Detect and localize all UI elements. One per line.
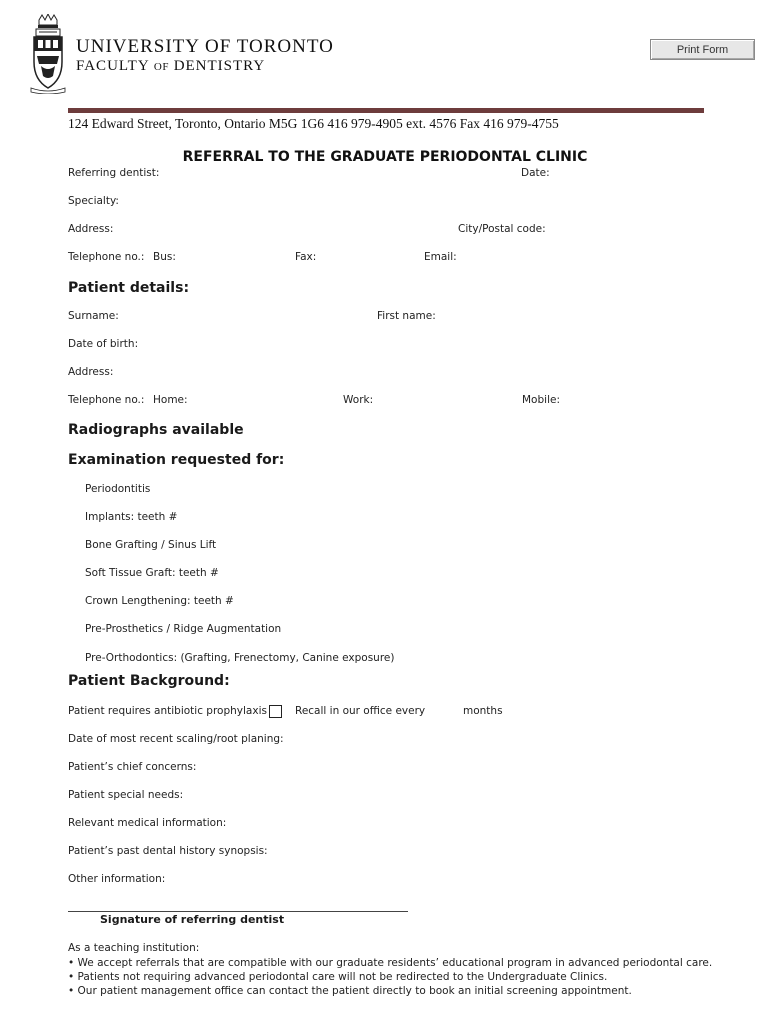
surname-label: Surname:	[68, 310, 119, 322]
examination-heading: Examination requested for:	[68, 452, 285, 468]
patient-details-heading: Patient details:	[68, 280, 190, 296]
patient-telephone-label: Telephone no.:	[68, 394, 145, 406]
exam-item-pre-orthodontics: Pre-Orthodontics: (Grafting, Frenectomy, Canine exposure)	[85, 652, 395, 664]
note-bullet-3: • Our patient management office can contact the patient directly to book an initial screening appointment.	[68, 985, 632, 997]
dentistry-word: DENTISTRY	[173, 58, 266, 74]
radiographs-heading: Radiographs available	[68, 422, 244, 438]
dental-history-label: Patient’s past dental history synopsis:	[68, 845, 268, 857]
antibiotic-checkbox[interactable]	[269, 705, 282, 718]
exam-item-periodontitis: Periodontitis	[85, 483, 151, 495]
signature-line	[68, 911, 408, 912]
exam-item-bone-grafting: Bone Grafting / Sinus Lift	[85, 539, 217, 551]
fax-label: Fax:	[295, 251, 317, 263]
chief-concerns-label: Patient’s chief concerns:	[68, 761, 197, 773]
note-bullet-2: • Patients not requiring advanced periodontal care will not be redirected to the Undergraduate Clinics.	[68, 971, 608, 983]
bus-label: Bus:	[153, 251, 176, 263]
exam-item-crown-lengthening: Crown Lengthening: teeth #	[85, 595, 234, 607]
print-form-button[interactable]: Print Form	[650, 39, 755, 60]
faculty-name	[76, 58, 265, 75]
other-info-label: Other information:	[68, 873, 166, 885]
date-of-birth-label: Date of birth:	[68, 338, 139, 350]
first-name-label: First name:	[377, 310, 436, 322]
special-needs-label: Patient special needs:	[68, 789, 184, 801]
exam-item-pre-prosthetics: Pre-Prosthetics / Ridge Augmentation	[85, 623, 282, 635]
address-label: Address:	[68, 223, 114, 235]
header-divider	[68, 108, 704, 113]
faculty-word: FACULTY	[76, 58, 150, 74]
date-label: Date:	[521, 167, 550, 179]
notes-intro: As a teaching institution:	[68, 942, 200, 954]
telephone-label: Telephone no.:	[68, 251, 145, 263]
scaling-date-label: Date of most recent scaling/root planing:	[68, 733, 284, 745]
address-line: 124 Edward Street, Toronto, Ontario M5G 1G6 416 979-4905 ext. 4576 Fax 416 979-4755	[68, 116, 559, 131]
exam-item-implants: Implants: teeth #	[85, 511, 178, 523]
patient-background-heading: Patient Background:	[68, 673, 230, 689]
referring-dentist-label: Referring dentist:	[68, 167, 160, 179]
signature-label: Signature of referring dentist	[100, 913, 285, 926]
email-label: Email:	[424, 251, 457, 263]
patient-address-label: Address:	[68, 366, 114, 378]
months-label: months	[463, 705, 503, 717]
city-postal-label: City/Postal code:	[458, 223, 546, 235]
university-name: UNIVERSITY OF TORONTO	[76, 36, 334, 57]
medical-info-label: Relevant medical information:	[68, 817, 227, 829]
recall-label: Recall in our office every	[295, 705, 426, 717]
specialty-label: Specialty:	[68, 195, 119, 207]
work-label: Work:	[343, 394, 374, 406]
note-bullet-1: • We accept referrals that are compatible with our graduate residents’ educational program in advanced periodontal care.	[68, 957, 713, 969]
home-label: Home:	[153, 394, 188, 406]
university-crest-icon	[29, 14, 67, 94]
exam-item-soft-tissue-graft: Soft Tissue Graft: teeth #	[85, 567, 219, 579]
antibiotic-label: Patient requires antibiotic prophylaxis	[68, 705, 267, 717]
form-title: REFERRAL TO THE GRADUATE PERIODONTAL CLINIC	[182, 149, 588, 165]
mobile-label: Mobile:	[522, 394, 560, 406]
faculty-of-word: OF	[153, 61, 169, 73]
